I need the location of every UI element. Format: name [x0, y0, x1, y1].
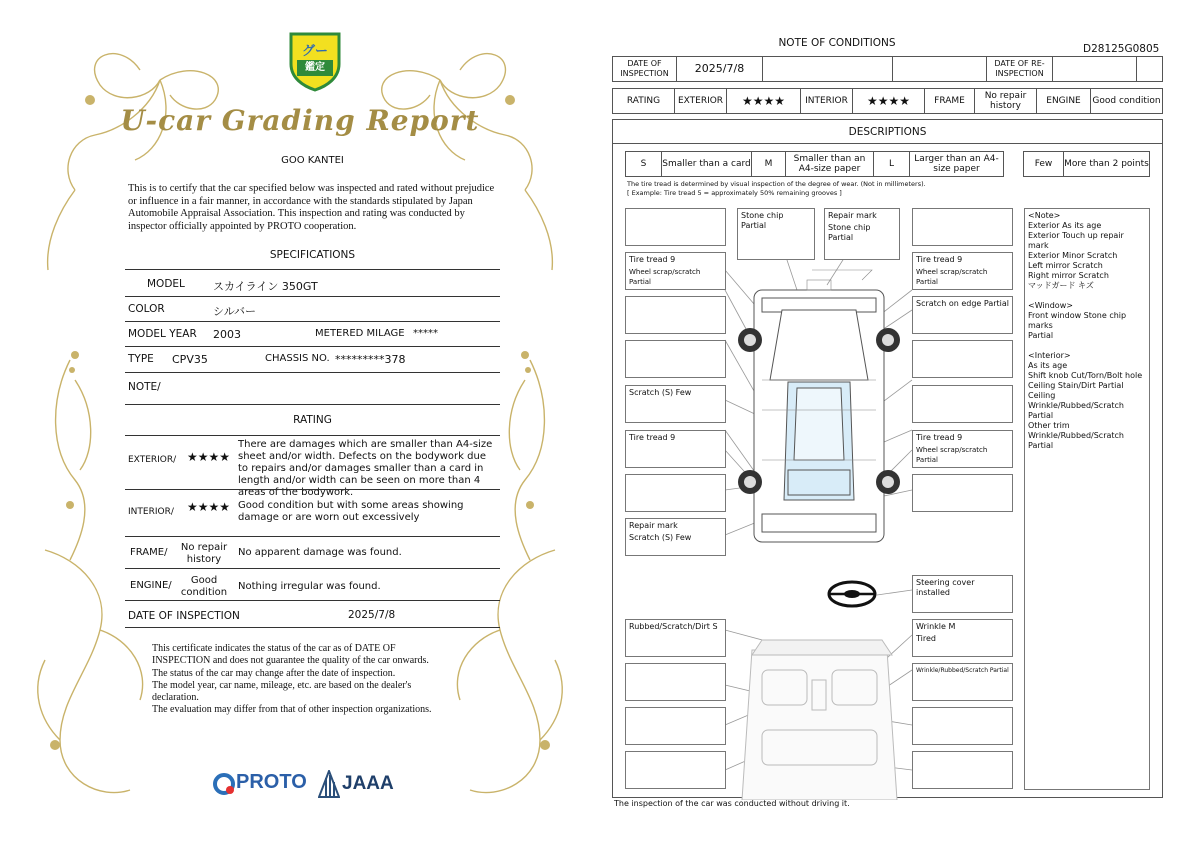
type-label: TYPE [128, 353, 154, 365]
repair-mark-text: Repair mark [828, 211, 877, 220]
steering-wheel-icon [829, 582, 875, 606]
wheel-scratch-text: Wheel scrap/scratch Partial [916, 268, 988, 286]
steering-cover-text: Steering cover installed [916, 578, 975, 597]
note-line: Other trim [1028, 421, 1070, 430]
rating-heading: RATING [293, 414, 332, 426]
frame-description: No apparent damage was found. [238, 547, 402, 558]
wheel-scratch-text: Wheel scrap/scratch Partial [629, 268, 701, 286]
tire-tread-text: Tire tread 9 [916, 255, 963, 264]
legend-few-desc: More than 2 points [1064, 159, 1149, 169]
description-box [912, 208, 1013, 246]
note-line: Wrinkle/Rubbed/Scratch [1028, 401, 1124, 410]
rating-label: RATING [613, 89, 675, 113]
description-box [625, 474, 726, 512]
frame-value: No repair history [975, 89, 1037, 113]
description-box [625, 340, 726, 378]
jaaa-logo [318, 770, 398, 798]
note-line: <Interior> [1028, 351, 1071, 360]
divider [125, 536, 500, 537]
interior-label: INTERIOR [801, 89, 853, 113]
note-line: Shift knob Cut/Torn/Bolt hole [1028, 371, 1143, 380]
note-line: Partial [1028, 331, 1054, 340]
model-value: スカイライン 350GT [213, 280, 318, 293]
frame-label: FRAME/ [130, 547, 168, 558]
rubbed-scratch-text: Rubbed/Scratch/Dirt S [629, 622, 718, 631]
note-line: Partial [1028, 411, 1054, 420]
scratch-few-text: Scratch (S) Few [629, 388, 692, 397]
stone-chip-text: Stone chip Partial [741, 211, 784, 230]
empty-cell [763, 57, 893, 81]
exterior-label: EXTERIOR/ [128, 455, 177, 465]
interior-description: Good condition but with some areas showing damage or are worn out excessively [238, 500, 464, 523]
description-box [912, 252, 1013, 290]
note-line: Exterior Touch up repair mark [1028, 231, 1124, 250]
date-label: DATE OF INSPECTION [128, 610, 240, 622]
rating-row [612, 88, 1163, 114]
color-value: シルバー [213, 305, 256, 318]
footer-line: The evaluation may differ from that of other inspection organizations. [152, 704, 432, 716]
interior-stars: ★★★★ [853, 89, 925, 113]
legend-s-desc: Smaller than a card [662, 152, 752, 176]
divider [125, 269, 500, 270]
certificate-intro: This is to certify that the car specified below was inspected and rated without prejudice or influence in a fair manner, in accordance with the standards stipulated by Japan Automobile Appraisal Association. This inspection and rating was conducted by inspector officially appointed by PROTO cooperation. [128, 183, 495, 232]
conditions-title: NOTE OF CONDITIONS [778, 37, 896, 49]
footer-line: The status of the car may change after the date of inspection. [152, 667, 396, 679]
notes-panel [1024, 208, 1150, 790]
stone-chip-text: Stone chip Partial [828, 223, 871, 242]
note-line: Exterior As its age [1028, 221, 1102, 230]
description-box [912, 707, 1013, 745]
description-box [824, 208, 900, 260]
description-box [625, 252, 726, 290]
engine-label: ENGINE [1037, 89, 1091, 113]
wrinkle-text: Wrinkle M [916, 622, 956, 631]
empty-cell [893, 57, 987, 81]
date-row [612, 56, 1163, 82]
reinspection-label: DATE OF RE-INSPECTION [987, 57, 1053, 81]
description-box [625, 751, 726, 789]
note-line: <Note> [1028, 211, 1061, 220]
document-id: D28125G0805 [1083, 43, 1160, 55]
proto-logo-icon [212, 772, 236, 796]
description-box [912, 619, 1013, 657]
exterior-label: EXTERIOR [675, 89, 727, 113]
type-value: CPV35 [172, 353, 208, 366]
few-legend [1023, 151, 1150, 177]
note-line: マッドガード キズ [1028, 281, 1094, 290]
divider [125, 346, 500, 347]
scratch-few-text: Scratch (S) Few [629, 533, 692, 542]
divider [125, 404, 500, 405]
inspection-date-value: 2025/7/8 [677, 57, 763, 81]
model-year-value: 2003 [213, 328, 241, 341]
divider [125, 627, 500, 628]
chassis-label: CHASSIS NO. [265, 353, 330, 364]
description-box [625, 663, 726, 701]
inspection-date-label: DATE OF INSPECTION [613, 57, 677, 81]
wrinkle-rubbed-text: Wrinkle/Rubbed/Scratch Partial [916, 667, 1009, 674]
description-box [912, 430, 1013, 468]
legend-m: M [752, 152, 786, 176]
note-line: Left mirror Scratch [1028, 261, 1103, 270]
note-line [1028, 291, 1146, 301]
description-box [912, 663, 1013, 701]
divider [125, 489, 500, 490]
note-line: Right mirror Scratch [1028, 271, 1109, 280]
footer-line: This certificate indicates the status of the car as of DATE OF [152, 643, 396, 654]
frame-label: FRAME [925, 89, 975, 113]
mileage-label: METERED MILAGE [315, 328, 405, 339]
wheel-scratch-text: Wheel scrap/scratch Partial [916, 446, 988, 464]
description-box [912, 340, 1013, 378]
note-line: Wrinkle/Rubbed/Scratch [1028, 431, 1124, 440]
exterior-description: There are damages which are smaller than A4-size sheet and/or width. Defects on the bodywork due to repairs and/or damages smaller than a card in length and/or width can be seen on more than 4 areas of the bodywork. [238, 439, 493, 498]
legend-l-desc: Larger than an A4-size paper [914, 154, 999, 174]
divider [125, 600, 500, 601]
engine-value: Good condition [1092, 96, 1161, 106]
footer-line: declaration. [152, 692, 199, 704]
interior-stars: ★★★★ [187, 500, 231, 514]
tire-tread-text: Tire tread 9 [629, 433, 676, 442]
goo-kantei-badge-icon [287, 30, 343, 92]
description-box [625, 707, 726, 745]
description-box [737, 208, 815, 260]
description-box [625, 518, 726, 556]
description-box [912, 296, 1013, 334]
model-label: MODEL [147, 278, 185, 290]
chassis-value: *********378 [335, 353, 406, 366]
note-line: Ceiling Stain/Dirt Partial [1028, 381, 1124, 390]
reinspection-value [1053, 57, 1137, 81]
description-box [625, 430, 726, 468]
note-label: NOTE/ [128, 381, 161, 393]
legend-few: Few [1024, 152, 1064, 176]
engine-value: Good condition [180, 575, 228, 598]
proto-logo-text: PROTO [236, 771, 307, 793]
tire-note-2: [ Example: Tire tread 5 = approximately 50% remaining grooves ] [627, 189, 842, 197]
legend-l: L [874, 152, 910, 176]
description-box [912, 385, 1013, 423]
badge-text-2: 鑑定 [297, 60, 333, 76]
frame-value: No repair history [180, 542, 228, 565]
divider [125, 296, 500, 297]
repair-mark-text: Repair mark [629, 521, 678, 530]
exterior-stars: ★★★★ [727, 89, 801, 113]
note-line: Partial [1028, 441, 1054, 450]
exterior-stars: ★★★★ [187, 450, 231, 464]
tired-text: Tired [916, 634, 936, 643]
note-line: Front window Stone chip marks [1028, 311, 1127, 330]
color-label: COLOR [128, 303, 165, 315]
description-box [912, 474, 1013, 512]
descriptions-heading: DESCRIPTIONS [613, 120, 1162, 144]
description-box [625, 619, 726, 657]
note-line: <Window> [1028, 301, 1073, 310]
interior-label: INTERIOR/ [128, 507, 174, 517]
jaaa-logo-icon [318, 770, 340, 798]
note-line: As its age [1028, 361, 1068, 370]
description-box [625, 208, 726, 246]
specs-heading: SPECIFICATIONS [269, 249, 356, 261]
description-box [625, 296, 726, 334]
engine-label: ENGINE/ [130, 580, 172, 591]
certificate-subtitle: GOO KANTEI [281, 155, 344, 166]
description-box [625, 385, 726, 423]
legend-s: S [626, 152, 662, 176]
engine-description: Nothing irregular was found. [238, 581, 381, 592]
divider [125, 568, 500, 569]
description-box [912, 751, 1013, 789]
size-legend [625, 151, 1004, 177]
description-box [912, 575, 1013, 613]
conditions-footer: The inspection of the car was conducted without driving it. [614, 799, 850, 808]
tire-tread-text: Tire tread 9 [916, 433, 963, 442]
footer-line: The model year, car name, mileage, etc. are based on the dealer's [152, 679, 412, 691]
proto-logo [212, 770, 312, 798]
certificate-title: U-car Grading Report [120, 104, 480, 137]
note-line [1028, 341, 1146, 351]
tire-tread-text: Tire tread 9 [629, 255, 676, 264]
date-value: 2025/7/8 [348, 609, 396, 621]
divider [125, 321, 500, 322]
certificate-footer [152, 643, 482, 717]
tire-note-1: The tire tread is determined by visual inspection of the degree of wear. (Not in millimeters). [627, 180, 926, 188]
divider [125, 435, 500, 436]
footer-line: INSPECTION and does not guarantee the quality of the car onwards. [152, 655, 429, 667]
jaaa-logo-text: JAAA [342, 773, 394, 794]
model-year-label: MODEL YEAR [128, 328, 197, 340]
legend-m-desc: Smaller than an A4-size paper [786, 152, 874, 176]
badge-text-1: グー [301, 44, 328, 59]
note-line: Exterior Minor Scratch [1028, 251, 1118, 260]
divider [125, 372, 500, 373]
mileage-value: ***** [413, 328, 438, 339]
scratch-edge-text: Scratch on edge Partial [916, 299, 1010, 308]
note-line: Ceiling [1028, 391, 1056, 400]
